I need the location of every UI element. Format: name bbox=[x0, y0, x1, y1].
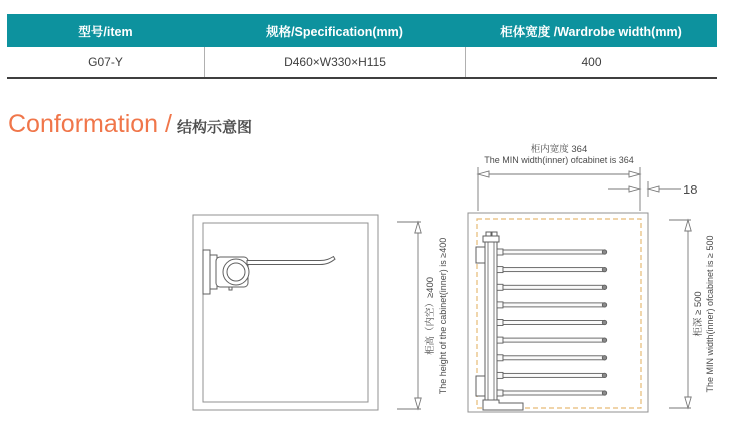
trouser-rack-top-view bbox=[476, 232, 523, 410]
cell-specification-value: D460×W330×H115 bbox=[204, 47, 465, 77]
trouser-rods bbox=[497, 249, 607, 396]
rail-cap-tab bbox=[486, 232, 491, 237]
panel-thickness-dimension bbox=[608, 181, 681, 197]
dim-arrow-right bbox=[629, 171, 640, 177]
trouser-rod bbox=[497, 372, 607, 378]
dim-arrow-up bbox=[685, 220, 691, 231]
header-cell-specification: 规格/Specification(mm) bbox=[266, 24, 403, 39]
rail-cap-tab bbox=[492, 232, 497, 237]
spec-table-header-row bbox=[7, 14, 717, 47]
inner-width-label-zh: 柜内宽度 364 bbox=[530, 144, 588, 155]
rail-foot bbox=[483, 400, 523, 410]
trouser-rod bbox=[497, 320, 607, 326]
panel-thickness-label: 18 bbox=[683, 182, 698, 197]
top-view-width-dimension bbox=[478, 167, 640, 211]
dim-arrow-left bbox=[648, 186, 659, 192]
trouser-rod bbox=[497, 267, 607, 273]
header-cell-wardrobe-width: 柜体宽度 /Wardrobe width(mm) bbox=[500, 24, 682, 39]
rail-clip-top bbox=[476, 247, 485, 263]
dim-arrow-down bbox=[685, 397, 691, 408]
section-title-zh: 结构示意图 bbox=[176, 119, 252, 136]
top-view-cabinet-outline bbox=[468, 213, 648, 412]
top-view-depth-dimension bbox=[669, 220, 691, 408]
top-view-diagram bbox=[468, 143, 715, 412]
pivot-latch bbox=[229, 287, 232, 290]
cell-wardrobe-width-value: 400 bbox=[465, 47, 717, 77]
dim-arrow-left bbox=[478, 171, 489, 177]
trouser-rod bbox=[497, 284, 607, 290]
trouser-rod bbox=[497, 355, 607, 361]
dim-arrow-up bbox=[415, 222, 421, 233]
wall-bracket-plate bbox=[203, 250, 210, 294]
trouser-rod bbox=[497, 249, 607, 255]
spec-table-body-row bbox=[7, 47, 717, 79]
side-view-diagram bbox=[193, 215, 448, 410]
wall-bracket-step bbox=[210, 255, 217, 289]
height-label-zh: 柜高（内空）≥400 bbox=[425, 276, 436, 356]
inner-width-label-en: The MIN width(inner) ofcabinet is 364 bbox=[484, 155, 634, 165]
trouser-rod bbox=[497, 390, 607, 396]
rail-clip-bottom bbox=[476, 376, 485, 396]
depth-label-en: The MIN width(inner) ofcabinet is ≥ 500 bbox=[705, 235, 715, 393]
side-view-height-dimension bbox=[397, 222, 421, 409]
trouser-rod bbox=[497, 302, 607, 308]
side-view-cabinet-outer bbox=[193, 215, 378, 410]
depth-label-zh: 柜深 ≥ 500 bbox=[693, 291, 704, 337]
trouser-rack-side-view bbox=[203, 250, 335, 294]
header-cell-item: 型号/item bbox=[78, 24, 133, 39]
spec-table bbox=[7, 14, 717, 79]
pivot-outer-ring bbox=[223, 259, 249, 285]
section-title-en: Conformation / bbox=[8, 110, 172, 138]
swing-arm bbox=[247, 257, 335, 265]
rail-body bbox=[485, 242, 497, 400]
inner-clearance-dashed-outline bbox=[477, 219, 641, 408]
pivot-housing bbox=[216, 257, 248, 287]
dim-arrow-right bbox=[629, 186, 640, 192]
rail-top-cap bbox=[483, 236, 499, 242]
section-title bbox=[8, 110, 252, 139]
cell-item-value: G07-Y bbox=[88, 55, 123, 69]
side-view-cabinet-inner bbox=[203, 223, 368, 402]
height-label-en: The height of the cabinet(inner) is ≥400 bbox=[438, 237, 448, 395]
trouser-rod bbox=[497, 337, 607, 343]
dim-arrow-down bbox=[415, 398, 421, 409]
pivot-inner-ring bbox=[227, 263, 245, 281]
